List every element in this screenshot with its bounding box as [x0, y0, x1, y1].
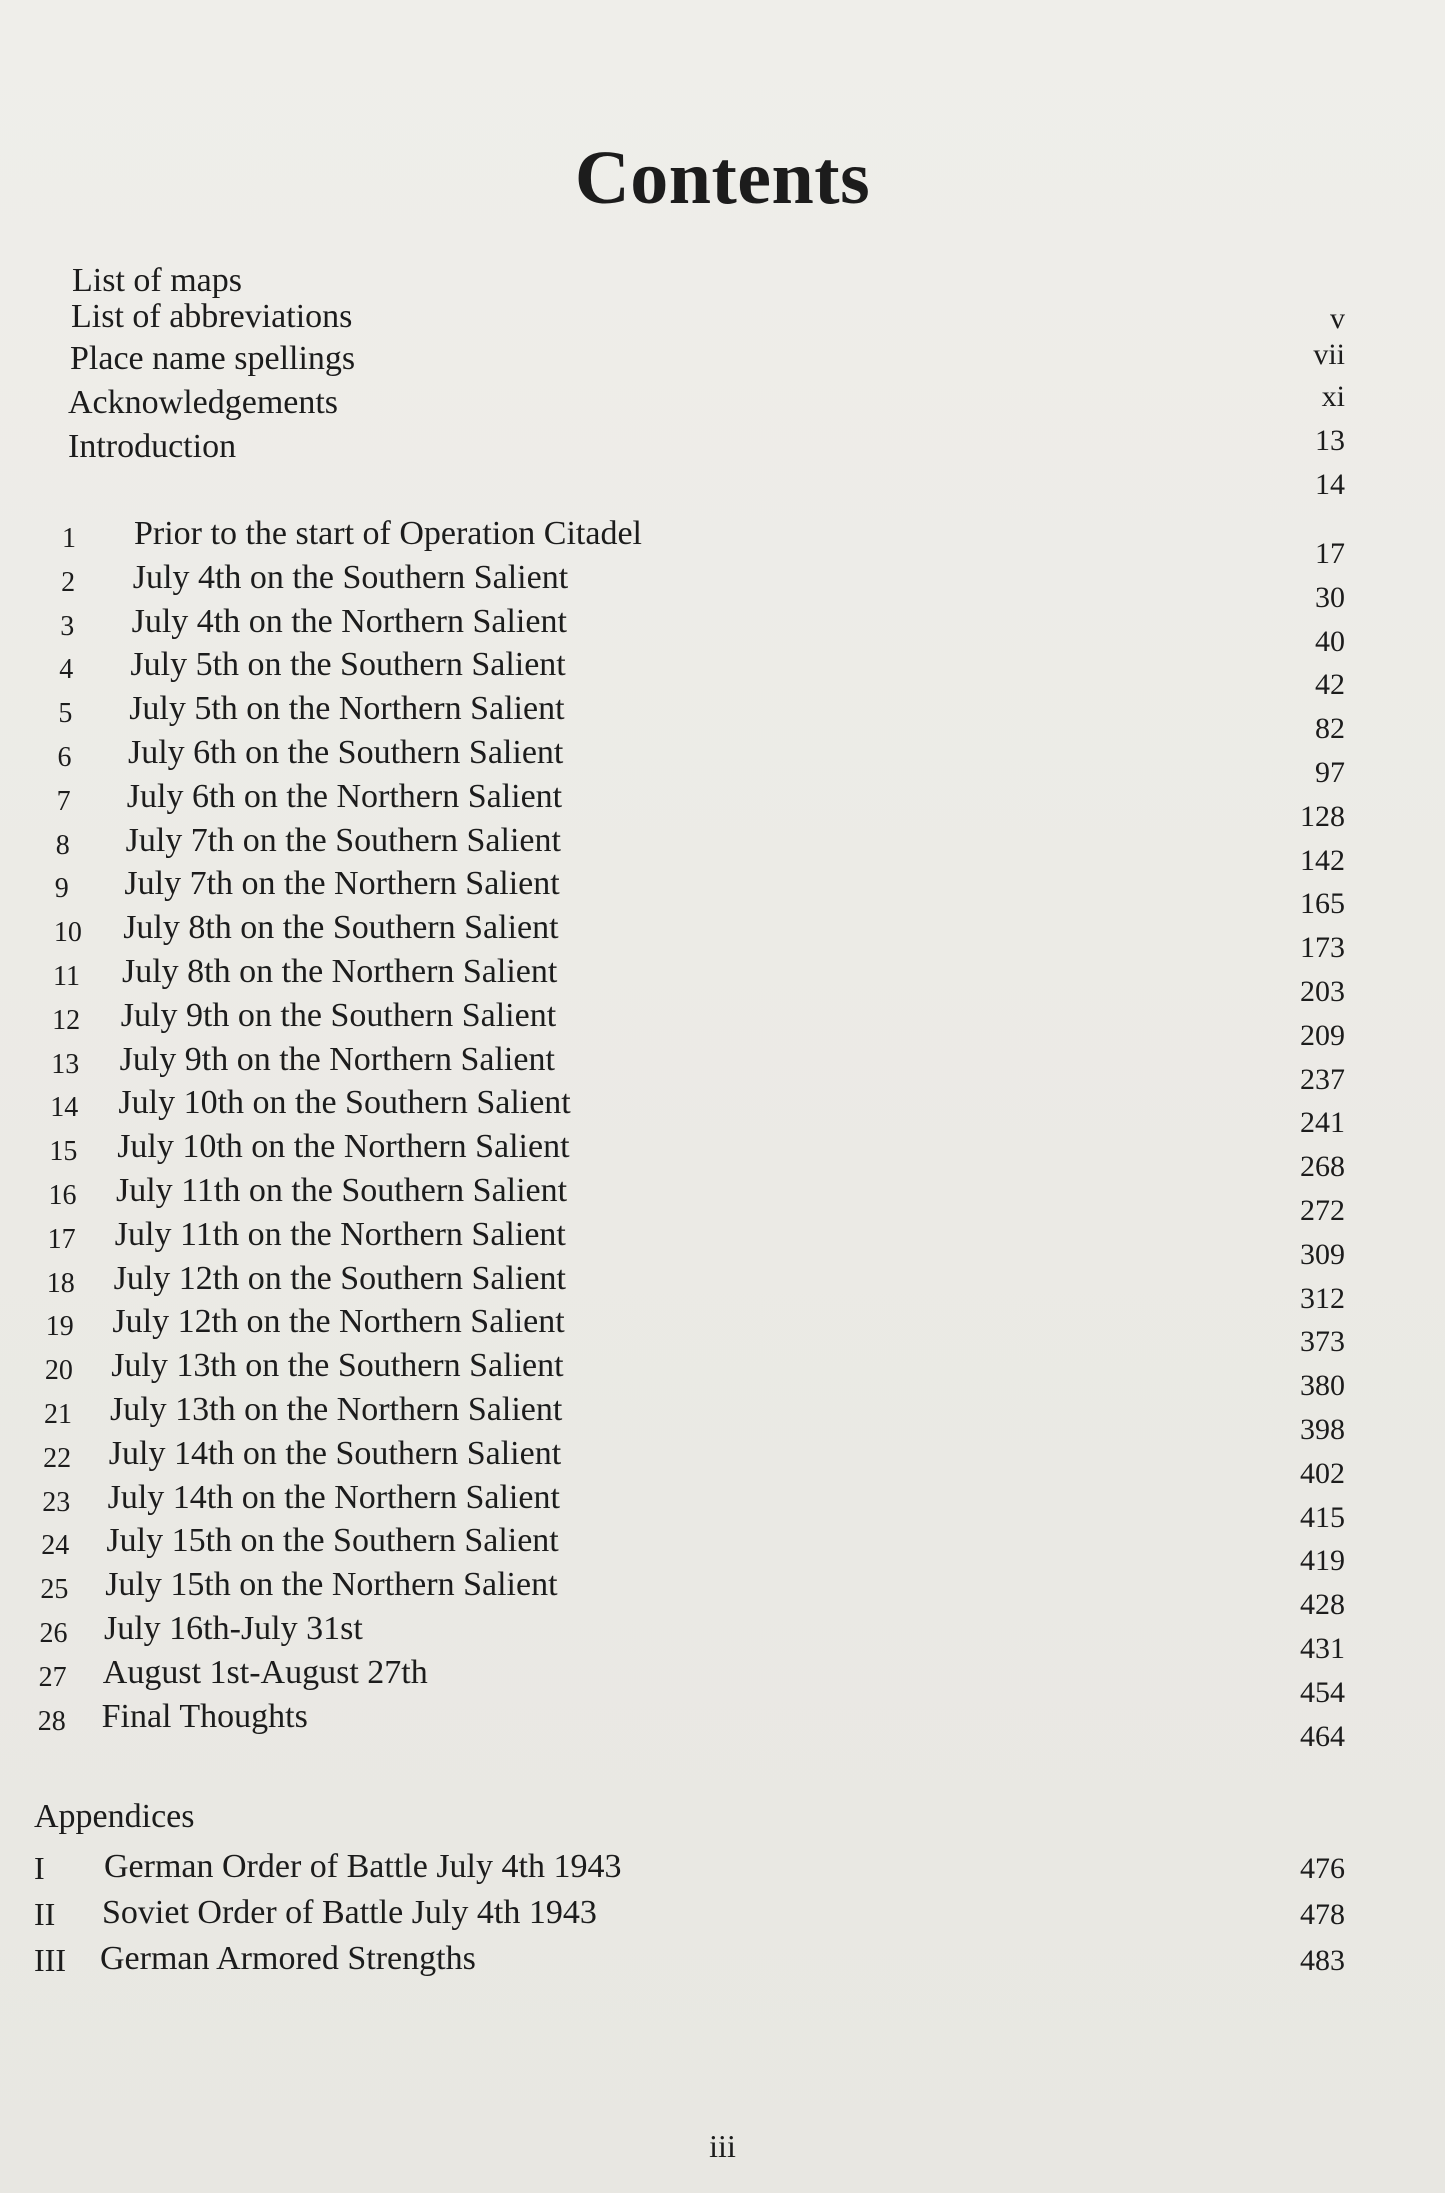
chapter-item	[0, 1347, 1445, 1403]
chapter-title: July 12th on the Northern Salient	[112, 1303, 565, 1341]
chapter-number: 28	[37, 1705, 66, 1737]
chapter-item	[0, 909, 1445, 965]
chapter-item	[0, 1566, 1445, 1622]
chapter-number: 24	[41, 1530, 70, 1562]
chapter-item	[0, 1172, 1445, 1227]
appendix-page: 478	[1300, 1898, 1345, 1931]
chapter-title: July 8th on the Southern Salient	[123, 909, 559, 947]
chapter-page: 40	[1315, 624, 1345, 658]
chapter-page: 165	[1300, 887, 1345, 921]
appendix-title: German Order of Battle July 4th 1943	[104, 1848, 622, 1885]
appendix-item	[0, 1894, 1445, 1938]
chapter-number: 2	[61, 566, 76, 598]
chapter-number: 20	[44, 1355, 73, 1387]
chapter-item	[0, 1653, 1445, 1709]
chapter-page: 272	[1300, 1194, 1345, 1227]
entry-page: xi	[1321, 380, 1345, 413]
chapter-number: 17	[47, 1223, 76, 1255]
appendix-item	[0, 1848, 1445, 1892]
entry-page: v	[1330, 302, 1345, 335]
chapter-title: July 11th on the Northern Salient	[114, 1215, 566, 1253]
chapter-page: 17	[1315, 537, 1345, 570]
appendix-item	[0, 1940, 1445, 1984]
chapter-page: 42	[1315, 668, 1345, 702]
appendix-number: III	[34, 1942, 66, 1978]
chapter-number: 1	[62, 523, 76, 554]
chapter-number: 25	[40, 1574, 69, 1606]
chapter-title: July 4th on the Southern Salient	[132, 558, 569, 596]
entry-page: 14	[1315, 468, 1345, 501]
chapter-page: 82	[1315, 712, 1345, 746]
front-matter-item	[0, 428, 1445, 501]
chapter-number: 10	[53, 917, 82, 949]
chapter-title: July 5th on the Southern Salient	[130, 646, 566, 684]
chapter-number: 5	[58, 698, 73, 730]
chapter-title: July 6th on the Southern Salient	[128, 734, 564, 771]
chapter-item	[0, 602, 1445, 658]
chapter-page: 30	[1315, 580, 1345, 614]
chapter-number: 14	[50, 1092, 79, 1124]
page-title: Contents	[574, 136, 871, 220]
chapter-number: 11	[53, 961, 80, 992]
chapter-title: July 8th on the Northern Salient	[122, 953, 558, 990]
chapter-title: July 12th on the Southern Salient	[113, 1259, 566, 1297]
chapter-item	[0, 1303, 1445, 1359]
chapter-item	[0, 1040, 1445, 1096]
chapter-number: 19	[45, 1311, 74, 1343]
chapter-title: July 10th on the Southern Salient	[118, 1084, 571, 1122]
chapter-item	[0, 558, 1445, 614]
chapter-item	[0, 1128, 1445, 1184]
chapter-page: 241	[1300, 1106, 1345, 1140]
chapter-title: July 13th on the Northern Salient	[110, 1391, 563, 1428]
chapter-page: 268	[1300, 1150, 1345, 1184]
chapter-item	[0, 690, 1445, 746]
chapter-item	[0, 1522, 1445, 1578]
chapter-number: 18	[46, 1267, 75, 1299]
chapter-item	[0, 1391, 1445, 1446]
entry-page: vii	[1313, 338, 1345, 371]
appendix-number: I	[34, 1850, 45, 1886]
chapter-page: 312	[1300, 1281, 1345, 1315]
chapter-item	[0, 1697, 1445, 1753]
chapter-number: 13	[51, 1048, 80, 1080]
chapter-page: 209	[1300, 1018, 1345, 1052]
chapter-title: August 1st-August 27th	[102, 1653, 428, 1691]
chapter-page: 173	[1300, 931, 1345, 965]
chapter-title: July 5th on the Northern Salient	[129, 690, 565, 728]
chapter-number: 3	[60, 610, 75, 642]
chapter-title: July 15th on the Southern Salient	[106, 1522, 559, 1560]
chapter-title: July 6th on the Northern Salient	[126, 777, 563, 815]
chapter-page: 309	[1300, 1237, 1345, 1271]
chapter-item	[0, 1610, 1445, 1665]
chapter-title: July 7th on the Southern Salient	[125, 821, 561, 859]
entry-page: 13	[1315, 424, 1345, 457]
chapter-item	[0, 996, 1445, 1052]
chapter-page: 128	[1300, 799, 1345, 833]
chapter-number: 26	[39, 1618, 68, 1649]
chapter-page: 203	[1300, 975, 1345, 1008]
appendix-title: German Armored Strengths	[100, 1940, 476, 1977]
chapter-number: 7	[56, 785, 71, 817]
chapter-page: 464	[1300, 1719, 1345, 1753]
entry-label: Place name spellings	[70, 340, 356, 377]
chapter-title: July 11th on the Southern Salient	[116, 1172, 568, 1209]
chapter-page: 97	[1315, 756, 1345, 789]
chapter-page: 380	[1300, 1369, 1345, 1403]
chapter-page: 419	[1300, 1544, 1345, 1578]
chapter-page: 373	[1300, 1325, 1345, 1359]
chapter-number: 4	[59, 654, 74, 686]
chapter-title: July 10th on the Northern Salient	[117, 1128, 570, 1166]
chapter-item	[0, 646, 1445, 702]
chapter-number: 21	[44, 1399, 72, 1430]
chapter-page: 454	[1300, 1675, 1345, 1709]
chapter-page: 415	[1300, 1500, 1345, 1534]
chapter-page: 237	[1300, 1062, 1345, 1096]
entry-label: Introduction	[68, 428, 237, 465]
entry-label: Acknowledgements	[68, 384, 339, 421]
chapter-title: Final Thoughts	[101, 1697, 308, 1735]
chapter-title: July 13th on the Southern Salient	[111, 1347, 564, 1385]
chapter-title: July 7th on the Northern Salient	[124, 865, 560, 903]
chapter-item	[0, 821, 1445, 877]
chapter-page: 402	[1300, 1456, 1345, 1490]
chapter-title: July 9th on the Northern Salient	[119, 1040, 555, 1078]
chapter-item	[0, 734, 1445, 789]
chapter-page: 142	[1300, 843, 1345, 877]
appendix-page: 476	[1300, 1852, 1345, 1885]
chapter-number: 6	[57, 742, 72, 773]
chapter-page: 431	[1300, 1632, 1345, 1665]
chapter-item	[0, 1215, 1445, 1271]
chapter-number: 8	[55, 829, 70, 861]
page-number: iii	[709, 2128, 736, 2164]
chapter-item	[0, 777, 1445, 833]
chapter-page: 398	[1300, 1413, 1345, 1446]
chapter-title: July 4th on the Northern Salient	[131, 602, 567, 640]
appendix-number: II	[34, 1896, 56, 1932]
chapter-item	[0, 1084, 1445, 1140]
chapter-page: 428	[1300, 1588, 1345, 1622]
chapter-title: July 15th on the Northern Salient	[105, 1566, 558, 1604]
chapter-item	[0, 953, 1445, 1008]
chapter-number: 16	[48, 1180, 77, 1211]
chapter-item	[0, 1259, 1445, 1315]
chapter-title: July 16th-July 31st	[104, 1610, 363, 1647]
entry-label: List of abbreviations	[71, 298, 353, 335]
chapter-item	[0, 1434, 1445, 1490]
appendices-heading: Appendices	[34, 1798, 195, 1835]
chapter-item	[0, 1478, 1445, 1534]
chapter-number: 27	[38, 1661, 67, 1693]
entry-label: List of maps	[72, 262, 242, 299]
chapter-number: 15	[49, 1136, 78, 1168]
chapter-number: 9	[54, 873, 69, 905]
chapter-number: 22	[43, 1442, 72, 1474]
chapter-item	[0, 515, 1445, 570]
appendix-title: Soviet Order of Battle July 4th 1943	[102, 1894, 597, 1931]
chapter-item	[0, 865, 1445, 921]
appendix-page: 483	[1300, 1944, 1345, 1977]
chapter-title: July 14th on the Northern Salient	[107, 1478, 560, 1516]
chapter-title: Prior to the start of Operation Citadel	[134, 515, 642, 552]
chapter-number: 12	[52, 1004, 81, 1036]
chapter-title: July 9th on the Southern Salient	[120, 996, 557, 1034]
chapter-title: July 14th on the Southern Salient	[108, 1434, 562, 1472]
chapter-number: 23	[42, 1486, 71, 1518]
